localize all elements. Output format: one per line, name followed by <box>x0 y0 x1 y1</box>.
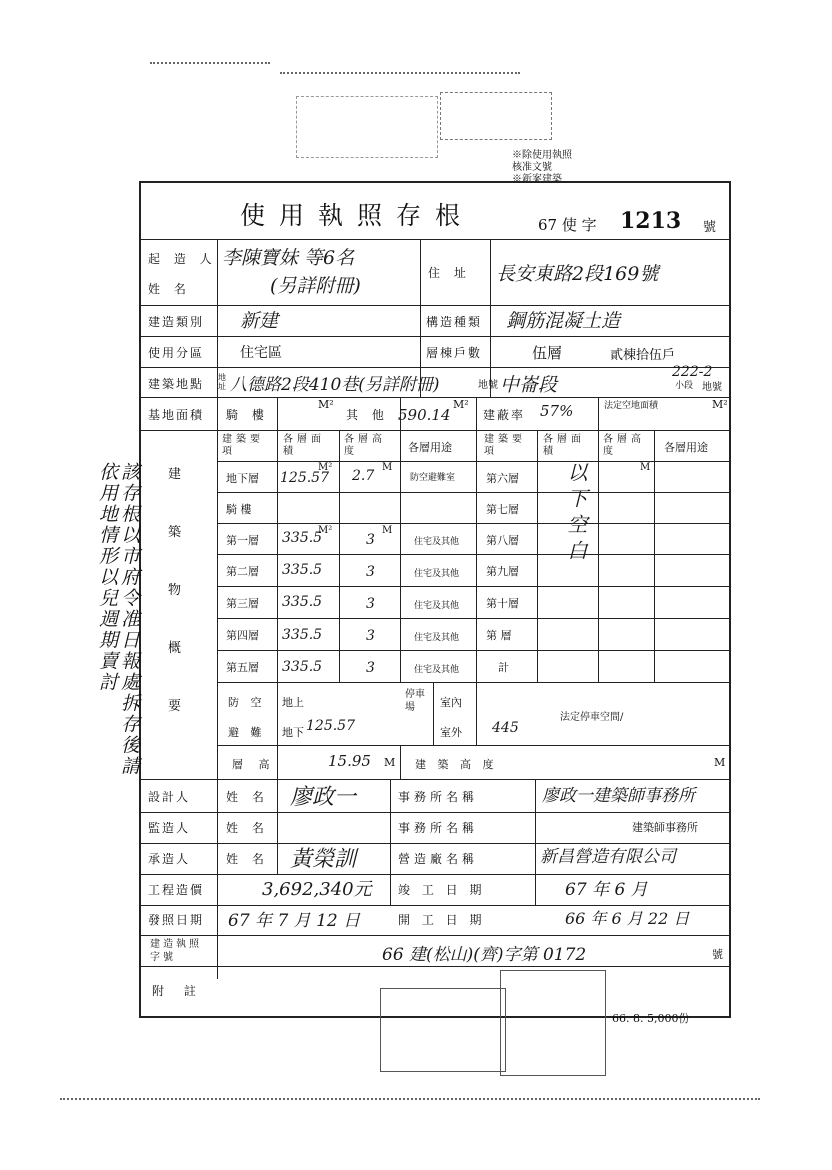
section-value: 中崙段 <box>500 374 558 396</box>
building-height-unit: M <box>714 756 726 769</box>
issue-date-label: 發照日期 <box>148 913 205 927</box>
floors-value-a: 伍層 <box>532 344 563 362</box>
col-header: 各層高度 <box>603 434 645 457</box>
contractor-factory: 新昌營造有限公司 <box>540 847 676 867</box>
floor-area: 335.5 <box>282 530 323 546</box>
col-header: 建築要項 <box>484 434 526 457</box>
other-area-label: 其 他 <box>346 408 389 422</box>
floor-height: 3 <box>366 660 375 676</box>
supervisor-office: 建築師事務所 <box>632 821 698 834</box>
col-header: 各層高度 <box>344 434 386 457</box>
owner-name-label: 姓 名 <box>148 282 191 296</box>
contractor-name: 黃榮訓 <box>290 847 357 872</box>
designer-office-label: 事務所名稱 <box>398 790 479 804</box>
floor-height: 3 <box>366 564 375 580</box>
shelter-below-label: 地下 <box>282 726 304 739</box>
floor-use: 防空避難室 <box>410 473 456 483</box>
building-outline-side-label: 建築物概要 <box>168 467 182 714</box>
floor-name: 第三層 <box>226 597 259 610</box>
floor-name: 第四層 <box>226 629 259 642</box>
contractor-factory-label: 營造廠名稱 <box>398 852 479 866</box>
start-date-value: 66 年 6 月 22 日 <box>565 909 690 928</box>
site-addr-tag: 地址 <box>218 373 226 391</box>
site-label: 建築地點 <box>148 377 205 391</box>
completion-date-value: 67 年 6 月 <box>565 880 648 900</box>
footer-print-run: 66. 8. 5,000份 <box>612 1012 690 1025</box>
col-header: 各層面積 <box>543 434 585 457</box>
area-unit: M² <box>318 462 333 473</box>
floor-use: 住宅及其他 <box>414 601 460 611</box>
floor-name: 第五層 <box>226 661 259 674</box>
permit-ref-value: 66 建(松山)(齊)字第 0172 <box>382 945 587 965</box>
floor-area: 335.5 <box>282 562 323 578</box>
arcade-area-unit: M² <box>318 398 334 411</box>
floor-height-unit: M <box>384 756 396 769</box>
permit-ref-suffix: 號 <box>712 948 723 961</box>
designer-name: 廖政一 <box>290 785 357 810</box>
permit-number: 1213 <box>620 208 682 234</box>
permit-number-prefix: 67 使 字 <box>538 216 597 234</box>
building-type-label: 建造類別 <box>148 315 205 329</box>
lot-value: 222-2 <box>672 364 713 380</box>
height-unit: M <box>640 462 651 473</box>
arcade-area-label: 騎 樓 <box>226 408 269 422</box>
contractor-name-label: 姓 名 <box>226 852 269 866</box>
area-unit: M² <box>318 525 333 536</box>
designer-office: 廖政一建築師事務所 <box>542 786 695 806</box>
col-header: 各層用途 <box>408 441 452 454</box>
supervisor-office-label: 事務所名稱 <box>398 821 479 835</box>
shelter-label-b: 避 難 <box>228 726 266 739</box>
col-header: 各層面積 <box>283 434 325 457</box>
remark-label: 附 註 <box>152 984 204 998</box>
floor-name: 計 <box>498 661 509 674</box>
floor-height-value: 15.95 <box>328 752 371 770</box>
shelter-below-value: 125.57 <box>306 718 355 734</box>
coverage-value: 57% <box>540 402 574 420</box>
shelter-above-label: 地上 <box>282 696 304 709</box>
floor-name: 第一層 <box>226 534 259 547</box>
floor-area: 335.5 <box>282 594 323 610</box>
permit-ref-label: 建造執照字號 <box>150 939 202 963</box>
floor-name: 第十層 <box>486 597 519 610</box>
parking-outdoor-value: 445 <box>492 720 519 736</box>
floor-height: 3 <box>366 532 375 548</box>
shelter-label-a: 防 空 <box>228 696 266 709</box>
designer-name-label: 姓 名 <box>226 790 269 804</box>
faded-stamp <box>440 92 552 140</box>
floor-height: 3 <box>366 628 375 644</box>
floor-use: 住宅及其他 <box>414 665 460 675</box>
other-area-unit: M² <box>453 398 469 411</box>
top-right-stamp: ※除使用執照 核准文號 ※新案建築 <box>512 150 572 185</box>
approval-stamp <box>380 988 506 1072</box>
issue-date-value: 67 年 7 月 12 日 <box>228 911 361 931</box>
owner-label: 起 造 人 <box>148 252 217 266</box>
scan-smudge <box>60 1098 760 1100</box>
legal-open-space-label: 法定空地面積 <box>604 401 659 411</box>
address-value: 長安東路2段169號 <box>496 263 659 285</box>
start-date-label: 開 工 日 期 <box>398 913 486 927</box>
floor-height: 2.7 <box>352 468 375 484</box>
building-type-value: 新建 <box>240 310 279 332</box>
floor-use: 住宅及其他 <box>414 633 460 643</box>
height-unit: M <box>382 462 393 473</box>
parking-outdoor-label: 室外 <box>440 726 462 739</box>
floor-name: 第六層 <box>486 472 519 485</box>
scan-smudge <box>280 72 520 74</box>
floor-use: 住宅及其他 <box>414 569 460 579</box>
form-title: 使用執照存根 <box>240 201 475 230</box>
supervisor-label: 監造人 <box>148 821 191 835</box>
site-area-label: 基地面積 <box>148 408 205 422</box>
floor-name: 第七層 <box>486 503 519 516</box>
floors-value-b: 貳棟拾伍戶 <box>610 348 676 363</box>
parking-indoor-label: 室內 <box>440 696 462 709</box>
scan-smudge <box>150 62 270 64</box>
section-tag: 地號 <box>478 380 498 391</box>
col-header: 各層用途 <box>664 441 708 454</box>
cost-value: 3,692,340元 <box>262 879 372 900</box>
legal-open-space-unit: M² <box>712 398 728 411</box>
permit-number-suffix: 號 <box>703 220 717 235</box>
site-value: 八德路2段410巷(另詳附冊) <box>230 375 440 395</box>
supervisor-name-label: 姓 名 <box>226 821 269 835</box>
cost-label: 工程造價 <box>148 883 205 897</box>
address-label: 住 址 <box>428 266 471 280</box>
col-header: 建築要項 <box>222 434 264 457</box>
floor-name: 地下層 <box>226 472 259 485</box>
approval-stamp <box>500 970 606 1076</box>
owner-name: 李陳寶妹 等6名 <box>222 247 355 269</box>
margin-note: 該存根以市府令准日報處拆存後請依用地情形以兒週期賣討 <box>96 462 140 777</box>
floor-height: 3 <box>366 596 375 612</box>
zone-value: 住宅區 <box>240 345 282 361</box>
designer-label: 設計人 <box>148 790 191 804</box>
floor-name: 騎 樓 <box>226 503 252 516</box>
parking-label: 停車場 <box>405 689 425 713</box>
owner-sub: (另詳附冊) <box>270 275 361 297</box>
shelter-note: 法定停車空間/ <box>560 712 624 723</box>
blank-note: 以下空白 <box>564 462 588 566</box>
coverage-label: 建蔽率 <box>483 408 526 422</box>
contractor-label: 承造人 <box>148 852 191 866</box>
building-height-label: 建 築 高 度 <box>415 758 498 771</box>
subsection-tag: 小段 <box>675 381 694 391</box>
height-unit: M <box>382 525 393 536</box>
floor-name: 第二層 <box>226 565 259 578</box>
floor-area: 335.5 <box>282 659 323 675</box>
faded-stamp <box>296 96 438 158</box>
floor-use: 住宅及其他 <box>414 537 460 547</box>
floor-name: 第 層 <box>486 629 512 642</box>
floors-label: 層棟戶數 <box>426 346 483 360</box>
lot-tag: 地號 <box>702 382 722 393</box>
zone-label: 使用分區 <box>148 346 205 360</box>
floor-area: 125.57 <box>280 470 329 486</box>
floor-height-label: 層 高 <box>232 758 276 771</box>
completion-date-label: 竣 工 日 期 <box>398 883 486 897</box>
floor-name: 第八層 <box>486 534 519 547</box>
floor-area: 335.5 <box>282 627 323 643</box>
other-area-value: 590.14 <box>398 406 451 424</box>
structure-label: 構造種類 <box>426 315 483 329</box>
floor-name: 第九層 <box>486 565 519 578</box>
structure-value: 鋼筋混凝土造 <box>506 310 621 332</box>
